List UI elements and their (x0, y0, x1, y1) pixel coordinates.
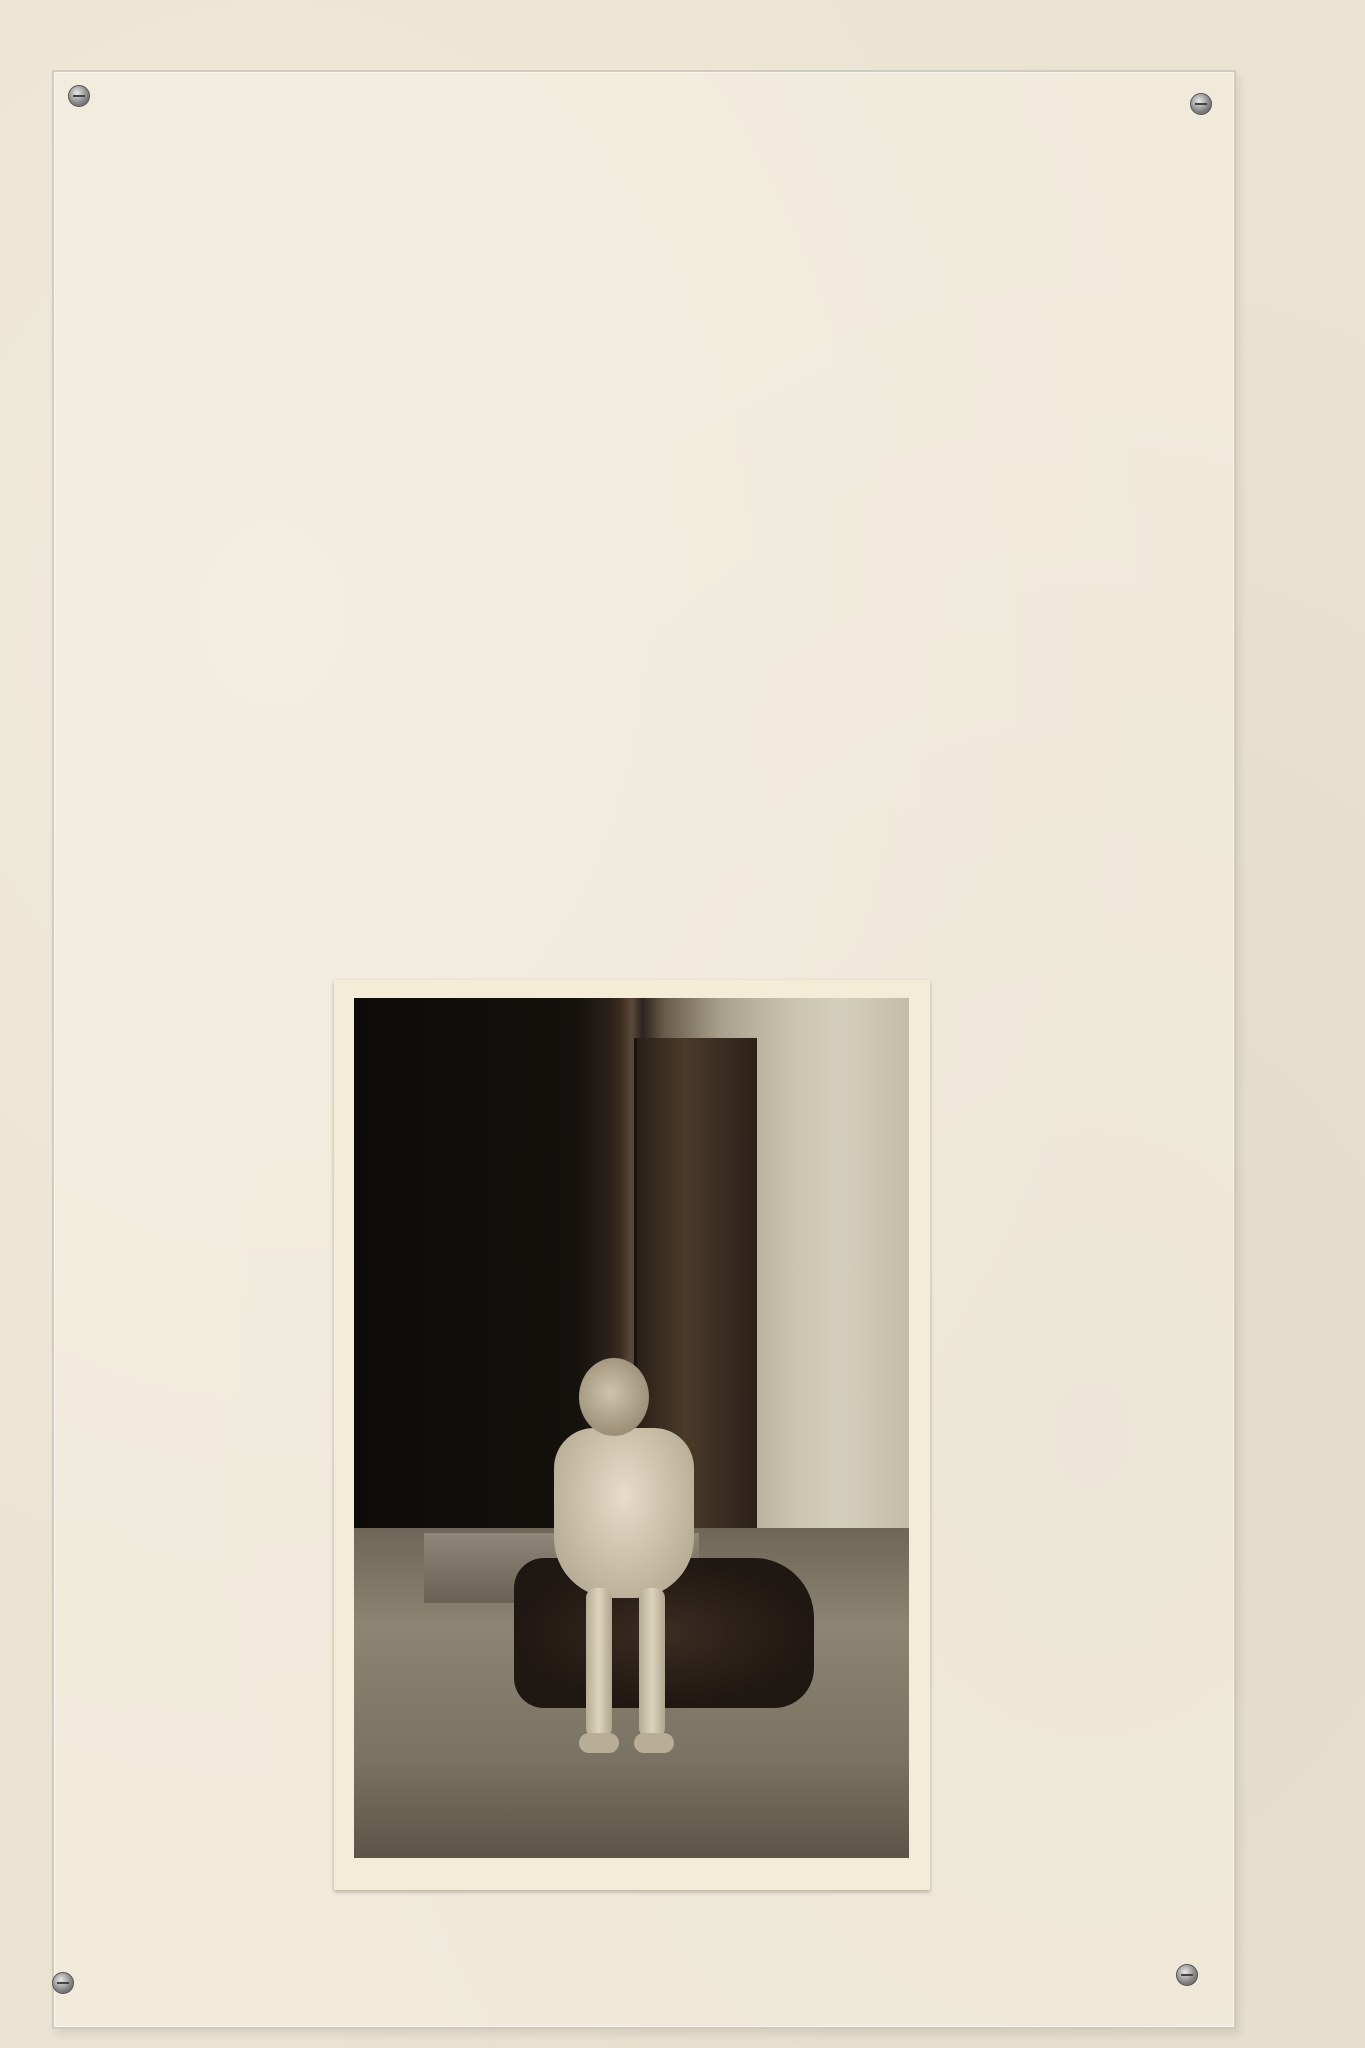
old-photograph-frame (334, 980, 930, 1890)
family-tree (0, 0, 1365, 960)
child-shoe-left (579, 1733, 619, 1753)
screw-bottom-right (1176, 1964, 1198, 1986)
child-leg-right (639, 1588, 665, 1738)
child-leg-left (586, 1588, 612, 1738)
child-photo (354, 998, 909, 1858)
child-head (579, 1358, 649, 1436)
screw-bottom-left (52, 1972, 74, 1994)
child-body (554, 1428, 694, 1598)
child-shoe-right (634, 1733, 674, 1753)
